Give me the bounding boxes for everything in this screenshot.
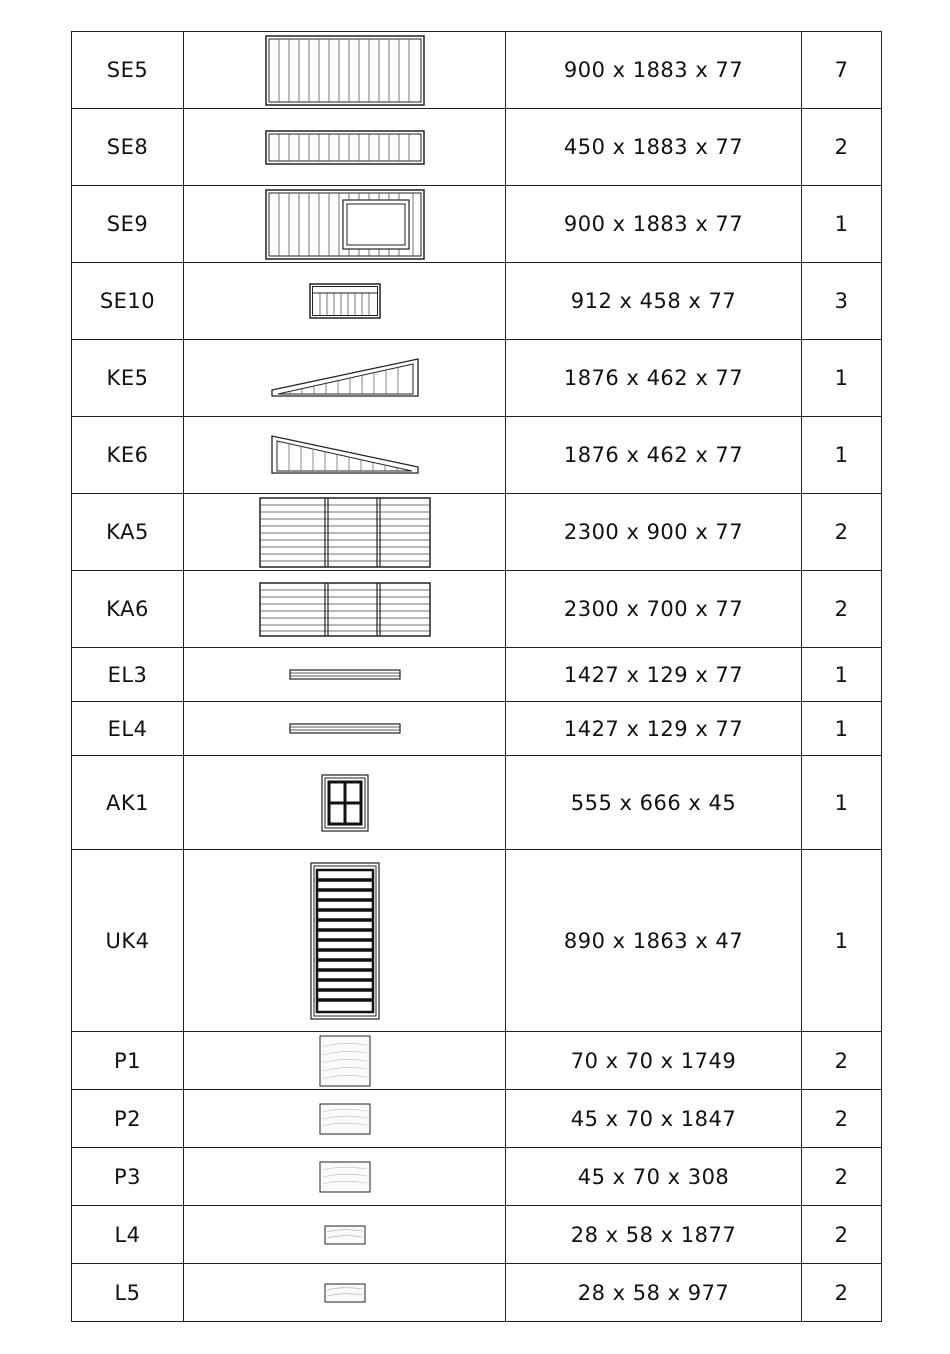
table-row [72, 850, 882, 1032]
part-quantity: 2 [802, 494, 882, 571]
part-dimensions: 2300 x 900 x 77 [506, 494, 802, 571]
part-code: P3 [72, 1148, 184, 1206]
table-row [72, 32, 882, 109]
part-drawing-cell [184, 756, 506, 850]
part-quantity: 2 [802, 1264, 882, 1322]
part-dimensions: 2300 x 700 x 77 [506, 571, 802, 648]
beam-icon [289, 723, 401, 734]
wall-panel-window-icon [265, 189, 425, 260]
part-dimensions: 1427 x 129 x 77 [506, 702, 802, 756]
part-code: P1 [72, 1032, 184, 1090]
batten-section-icon [324, 1225, 366, 1245]
table-row [72, 186, 882, 263]
part-dimensions: 28 x 58 x 977 [506, 1264, 802, 1322]
wall-panel-icon [265, 130, 425, 165]
part-code: SE9 [72, 186, 184, 263]
table-row [72, 648, 882, 702]
table-row [72, 1090, 882, 1148]
table-row [72, 1206, 882, 1264]
table-row [72, 494, 882, 571]
batten-section-icon [324, 1283, 366, 1303]
part-dimensions: 1876 x 462 x 77 [506, 417, 802, 494]
part-quantity: 2 [802, 1206, 882, 1264]
wall-panel-icon [309, 283, 381, 319]
part-drawing-cell [184, 340, 506, 417]
table-row [72, 702, 882, 756]
window-icon [321, 774, 369, 832]
part-quantity: 1 [802, 850, 882, 1032]
part-drawing-cell [184, 1264, 506, 1322]
table-row [72, 340, 882, 417]
part-dimensions: 1876 x 462 x 77 [506, 340, 802, 417]
part-drawing-cell [184, 1032, 506, 1090]
part-drawing-cell [184, 263, 506, 340]
part-code: KA5 [72, 494, 184, 571]
table-row [72, 1148, 882, 1206]
part-code: KE6 [72, 417, 184, 494]
post-section-icon [319, 1103, 371, 1135]
part-quantity: 2 [802, 1032, 882, 1090]
part-drawing-cell [184, 648, 506, 702]
post-section-icon [319, 1161, 371, 1193]
roof-panel-icon [259, 582, 431, 637]
part-code: KA6 [72, 571, 184, 648]
beam-icon [289, 669, 401, 680]
part-drawing-cell [184, 702, 506, 756]
part-dimensions: 450 x 1883 x 77 [506, 109, 802, 186]
table-row [72, 1032, 882, 1090]
part-code: EL3 [72, 648, 184, 702]
part-code: SE5 [72, 32, 184, 109]
table-row [72, 571, 882, 648]
part-dimensions: 900 x 1883 x 77 [506, 32, 802, 109]
part-dimensions: 890 x 1863 x 47 [506, 850, 802, 1032]
part-code: L5 [72, 1264, 184, 1322]
part-quantity: 1 [802, 648, 882, 702]
part-dimensions: 28 x 58 x 1877 [506, 1206, 802, 1264]
part-code: EL4 [72, 702, 184, 756]
table-row [72, 756, 882, 850]
part-quantity: 1 [802, 702, 882, 756]
part-dimensions: 912 x 458 x 77 [506, 263, 802, 340]
part-drawing-cell [184, 32, 506, 109]
part-code: AK1 [72, 756, 184, 850]
table-row [72, 263, 882, 340]
part-dimensions: 1427 x 129 x 77 [506, 648, 802, 702]
table-row [72, 417, 882, 494]
part-dimensions: 555 x 666 x 45 [506, 756, 802, 850]
part-code: SE8 [72, 109, 184, 186]
part-drawing-cell [184, 850, 506, 1032]
gable-panel-icon [270, 358, 420, 398]
roof-panel-icon [259, 497, 431, 568]
part-drawing-cell [184, 1206, 506, 1264]
part-drawing-cell [184, 186, 506, 263]
post-section-icon [319, 1035, 371, 1087]
part-dimensions: 70 x 70 x 1749 [506, 1032, 802, 1090]
door-icon [310, 862, 380, 1020]
part-code: KE5 [72, 340, 184, 417]
part-code: P2 [72, 1090, 184, 1148]
part-quantity: 7 [802, 32, 882, 109]
part-code: UK4 [72, 850, 184, 1032]
part-drawing-cell [184, 1148, 506, 1206]
gable-panel-icon [270, 435, 420, 475]
table-row [72, 1264, 882, 1322]
part-quantity: 1 [802, 186, 882, 263]
part-dimensions: 45 x 70 x 1847 [506, 1090, 802, 1148]
part-dimensions: 45 x 70 x 308 [506, 1148, 802, 1206]
part-drawing-cell [184, 571, 506, 648]
table-row [72, 109, 882, 186]
parts-table [71, 31, 882, 1322]
part-quantity: 2 [802, 1148, 882, 1206]
part-drawing-cell [184, 417, 506, 494]
part-quantity: 1 [802, 340, 882, 417]
part-code: L4 [72, 1206, 184, 1264]
part-quantity: 2 [802, 109, 882, 186]
part-quantity: 1 [802, 417, 882, 494]
part-quantity: 2 [802, 1090, 882, 1148]
part-code: SE10 [72, 263, 184, 340]
part-drawing-cell [184, 109, 506, 186]
wall-panel-icon [265, 35, 425, 106]
part-quantity: 2 [802, 571, 882, 648]
part-drawing-cell [184, 494, 506, 571]
part-drawing-cell [184, 1090, 506, 1148]
part-dimensions: 900 x 1883 x 77 [506, 186, 802, 263]
part-quantity: 3 [802, 263, 882, 340]
part-quantity: 1 [802, 756, 882, 850]
